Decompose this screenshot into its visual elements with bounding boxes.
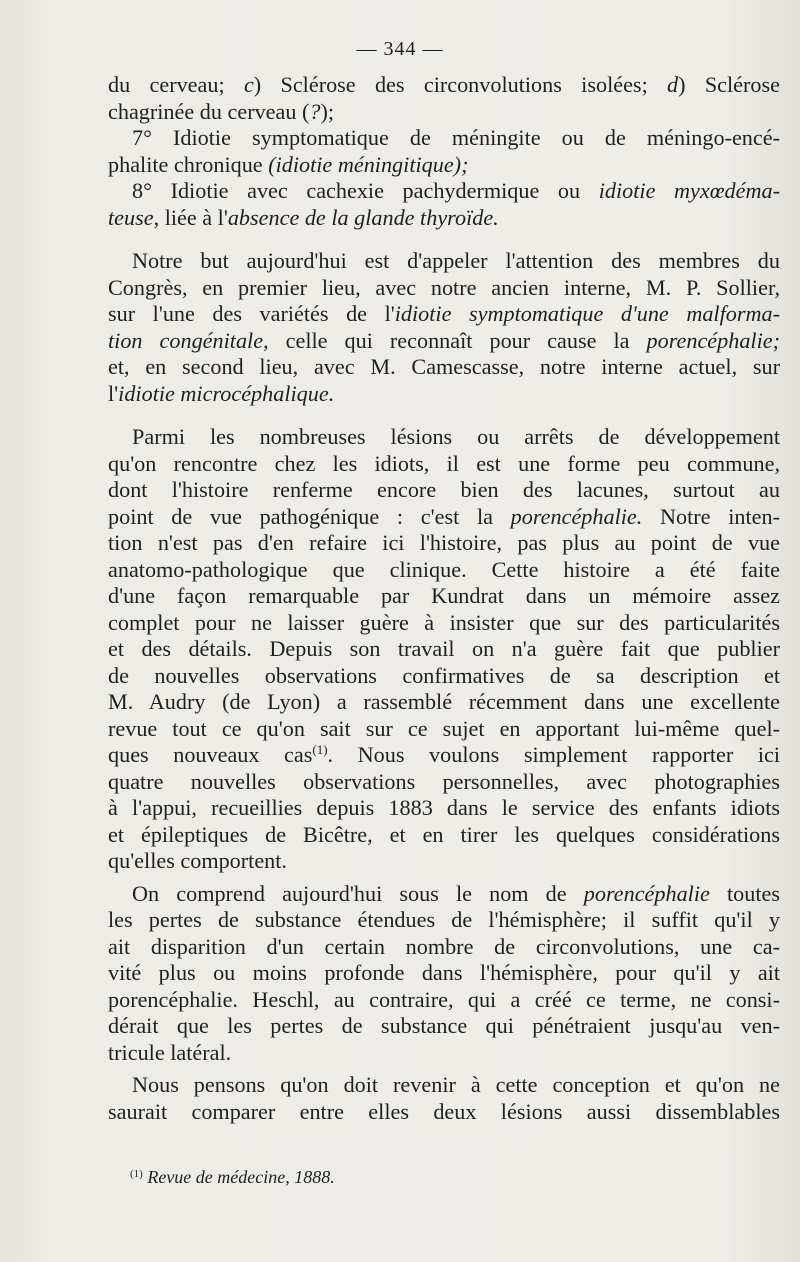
italic-text: teuse [108,204,154,230]
paragraph-conception [108,1072,780,1125]
text-line: ait disparition d'un certain nombre de circonvolutions, une ca- [108,933,780,959]
text-line: chagrinée du cerveau (?); [108,98,335,124]
text-line: Notre but aujourd'hui est d'appeler l'attention des membres du [132,248,780,273]
text-line: de nouvelles observations confirmatives de sa description et [108,662,780,688]
text-line: tion congénitale, celle qui reconnaît pour cause la porencéphalie; [108,327,780,353]
footnote [130,1166,770,1188]
text-line: vité plus ou moins profonde dans l'hémisphère, pour qu'il y ait [108,960,780,985]
text-line: à l'appui, recueillies depuis 1883 dans le service des enfants idiots [108,795,780,820]
italic-text: idiotie myxœdéma- [598,178,780,203]
text-line: revue tout ce qu'on sait sur ce sujet en apportant lui-même quel- [108,715,780,741]
paragraph-classification-end [108,72,780,231]
text-line: On comprend aujourd'hui sous le nom de porencéphalie toutes [132,880,780,906]
text-line: quatre nouvelles observations personnelles, avec photographies [108,768,780,794]
text-line: 7° Idiotie symptomatique de méningite ou de méningo-encé- [132,125,780,150]
text-line: dont l'histoire renferme encore bien des lacunes, surtout au [108,477,780,502]
text-line: les pertes de substance étendues de l'hémisphère; il suffit qu'il y [108,907,780,932]
italic-text: absence de la glande thyroïde. [227,204,499,230]
text-line: l'idiotie microcéphalique. [108,380,335,406]
text-line: et, en second lieu, avec M. Camescasse, notre interne actuel, sur [108,354,780,379]
text-line: dérait que les pertes de substance qui pénétraient jusqu'au ven- [108,1013,780,1038]
footnote-marker: (1) [130,1168,143,1180]
italic-text: idiotie microcéphalique. [118,380,335,406]
paragraph-lesions [108,424,780,875]
footnote-marker: (1) [312,742,328,757]
italic-text: (idiotie méningitique); [268,151,469,177]
italic-text: ? [309,98,321,124]
text-line: qu'on rencontre chez les idiots, il est une forme peu commune, [108,450,780,476]
italic-text: idiotie symptomatique d'une malforma- [394,301,780,326]
text-line: du cerveau; c) Sclérose des circonvolutions isolées; d) Sclérose [108,72,780,97]
text-line: d'une façon remarquable par Kundrat dans un mémoire assez [108,583,780,608]
text-line: Congrès, en premier lieu, avec notre ancien interne, M. P. Sollier, [108,274,780,300]
text-line: point de vue pathogénique : c'est la porencéphalie. Notre inten- [108,503,780,529]
text-line: qu'elles comportent. [108,848,287,873]
text-line: ques nouveaux cas$^{(1)}$. Nous voulons simplement rapporter ici [108,742,780,767]
text-line: tion n'est pas d'en refaire ici l'histoire, pas plus au point de vue [108,530,780,555]
paragraph-definition [108,881,780,1067]
text-line: phalite chronique (idiotie méningitique); [108,151,469,177]
italic-text: porencéphalie [583,880,710,906]
text-line: 8° Idiotie avec cachexie pachydermique ou idiotie myxœdéma- [132,178,780,203]
italic-text: tion congénitale [108,327,264,353]
text-line: Nous pensons qu'on doit revenir à cette conception et qu'on ne [132,1072,780,1097]
italic-text: porencéphalie. [510,503,643,529]
text-line: Parmi les nombreuses lésions ou arrêts de développement [132,424,780,449]
text-line: et épileptiques de Bicêtre, et en tirer les quelques considérations [108,821,780,847]
text-line: complet pour ne laisser guère à insister que sur des particularités [108,609,780,635]
italic-text: c [243,72,254,97]
text-line: et des détails. Depuis son travail on n'a guère fait que publier [108,636,780,661]
italic-text: Revue de médecine, 1888. [147,1167,335,1187]
text-line: M. Audry (de Lyon) a rassemblé récemment dans une excellente [108,689,780,714]
text-line: anatomo-pathologique que clinique. Cette histoire a été faite [108,556,780,582]
main-text [108,72,780,1125]
text-line: sur l'une des variétés de l'idiotie symptomatique d'une malforma- [108,301,780,326]
text-line: porencéphalie. Heschl, au contraire, qui a créé ce terme, ne consi- [108,986,780,1012]
paragraph-purpose [108,248,780,407]
text-line: saurait comparer entre elles deux lésions aussi dissemblables [108,1098,780,1124]
italic-text: porencéphalie; [646,327,780,353]
italic-text: d [667,72,679,97]
page-number: — 344 — [356,38,444,60]
text-line: teuse, liée à l'absence de la glande thyroïde. [108,204,499,230]
text-line: tricule latéral. [108,1039,232,1065]
